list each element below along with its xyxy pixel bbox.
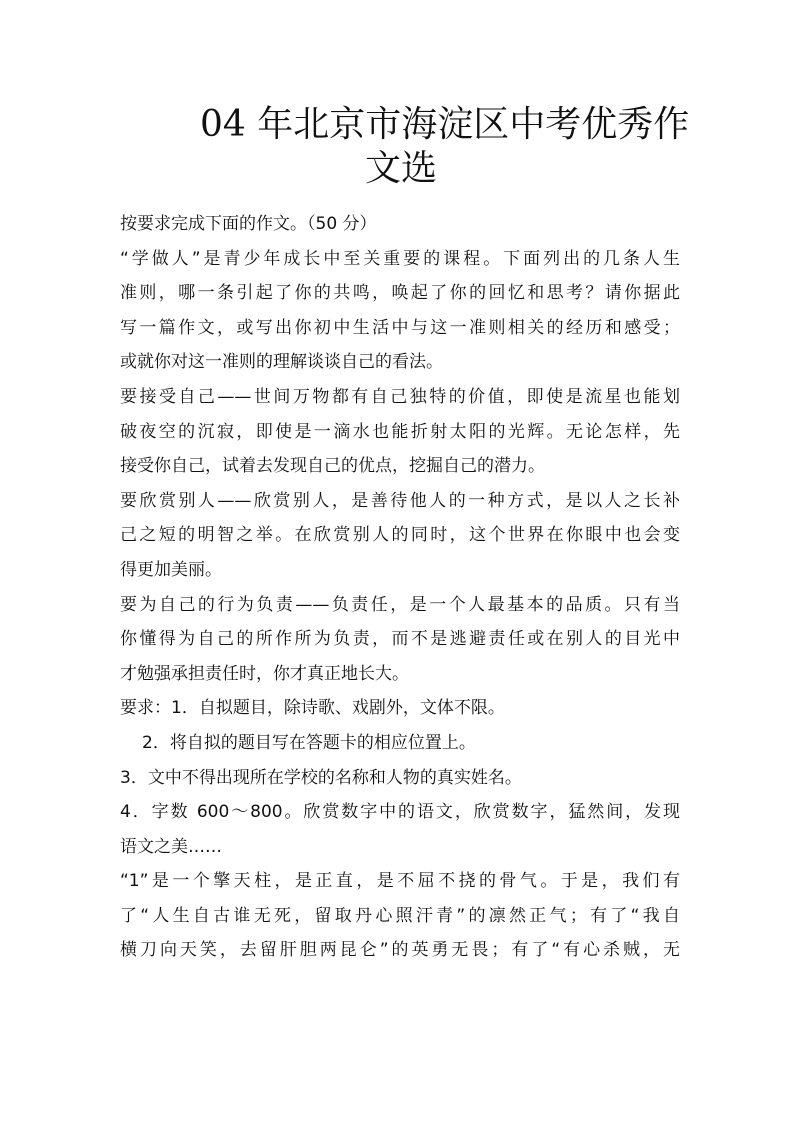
document-title-line-1: 04 年北京市海淀区中考优秀作 [200,104,690,145]
paragraph-line: 准则，哪一条引起了你的共鸣，唤起了你的回忆和思考？请你据此 [120,283,680,304]
paragraph-line: 要接受自己——世间万物都有自己独特的价值，即使是流星也能划 [120,386,680,407]
instruction-line: 按要求完成下面的作文。（50 分） [120,214,377,234]
requirement-line: 2．将自拟的题目写在答题卡的相应位置上。 [142,732,476,753]
paragraph-line: “1”是一个擎天柱，是正直，是不屈不挠的骨气。于是，我们有 [120,871,680,892]
requirement-line: 要求：1．自拟题目，除诗歌、戏剧外，文体不限。 [120,698,505,719]
paragraph-line: 写一篇作文，或写出你初中生活中与这一准则相关的经历和感受； [120,317,680,338]
document-title-line-2: 文选 [365,148,438,189]
paragraph-line: 接受你自己，试着去发现自己的优点，挖掘自己的潜力。 [120,456,545,477]
paragraph-line: 得更加美丽。 [120,559,222,580]
requirement-line: 3．文中不得出现所在学校的名称和人物的真实姓名。 [120,767,522,788]
paragraph-line: “学做人”是青少年成长中至关重要的课程。下面列出的几条人生 [120,248,680,269]
paragraph-line: 或就你对这一准则的理解谈谈自己的看法。 [120,352,443,373]
paragraph-line: 己之短的明智之举。在欣赏别人的同时，这个世界在你眼中也会变 [120,525,680,546]
paragraph-line: 破夜空的沉寂，即使是一滴水也能折射太阳的光辉。无论怎样，先 [120,421,680,442]
paragraph-line: 语文之美…… [120,836,222,857]
paragraph-line: 你懂得为自己的所作所为负责，而不是逃避责任或在别人的目光中 [120,629,680,650]
paragraph-line: 横刀向天笑，去留肝胆两昆仑”的英勇无畏；有了“有心杀贼，无 [120,940,680,961]
paragraph-line: 要为自己的行为负责——负责任，是一个人最基本的品质。只有当 [120,594,680,615]
document-body [120,207,680,968]
paragraph-line: 才勉强承担责任时，你才真正地长大。 [120,663,409,684]
paragraph-line: 了“人生自古谁无死，留取丹心照汗青”的凛然正气；有了“我自 [120,905,680,926]
requirement-line: 4．字数 600～800。欣赏数字中的语文，欣赏数字，猛然间，发现 [120,802,680,823]
paragraph-line: 要欣赏别人——欣赏别人，是善待他人的一种方式，是以人之长补 [120,490,680,511]
